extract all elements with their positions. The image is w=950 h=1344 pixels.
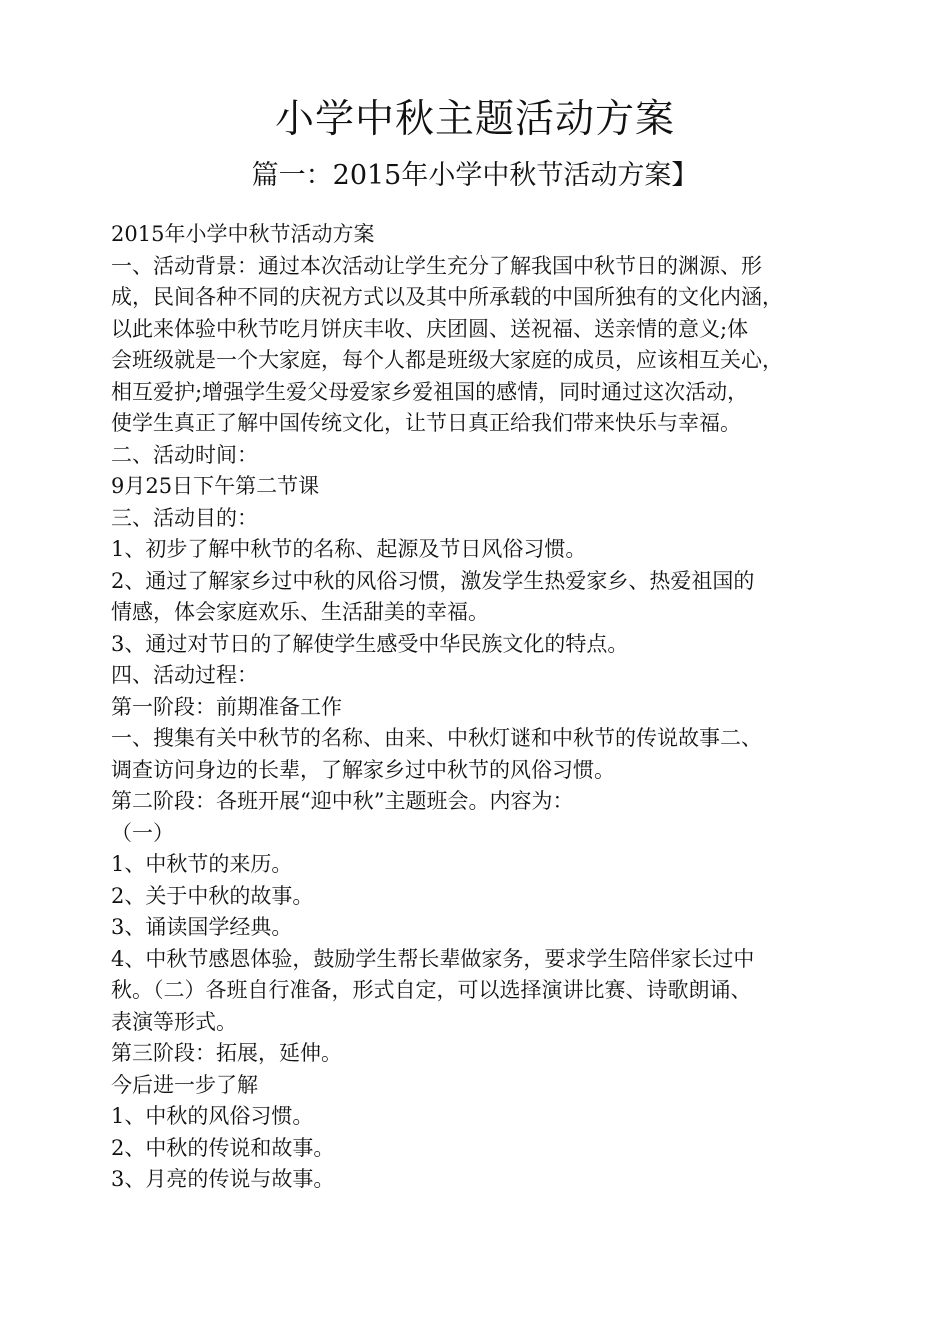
body-text-line: 1、初步了解中秋节的名称、起源及节日风俗习惯。 (111, 537, 587, 561)
body-text-line: 一、活动背景：通过本次活动让学生充分了解我国中秋节日的渊源、形 (111, 253, 762, 278)
body-text-line: 相互爱护;增强学生爱父母爱家乡爱祖国的感情，同时通过这次活动， (111, 379, 749, 404)
body-text-line: （一） (111, 820, 174, 845)
body-text-line: 9月25日下午第二节课 (111, 474, 320, 498)
body-text-line: 第一阶段：前期准备工作 (111, 694, 342, 719)
body-text-line: 3、月亮的传说与故事。 (111, 1167, 335, 1191)
body-text-line: 1、中秋的风俗习惯。 (111, 1104, 314, 1128)
body-text-line: 情感，体会家庭欢乐、生活甜美的幸福。 (111, 600, 489, 624)
body-text-line: 2、通过了解家乡过中秋的风俗习惯，激发学生热爱家乡、热爱祖国的 (111, 568, 755, 593)
body-text-line: 2、中秋的传说和故事。 (111, 1135, 335, 1160)
body-text-line: 2015年小学中秋节活动方案 (111, 222, 375, 246)
body-text-line: 以此来体验中秋节吃月饼庆丰收、庆团圆、送祝福、送亲情的意义;体 (111, 316, 749, 341)
body-text-line: 3、通过对节日的了解使学生感受中华民族文化的特点。 (111, 631, 629, 656)
body-text-line: 一、搜集有关中秋节的名称、由来、中秋灯谜和中秋节的传说故事二、 (111, 726, 762, 750)
body-text-line: 1、中秋节的来历。 (111, 852, 293, 876)
document-subtitle: 篇一：2015年小学中秋节活动方案】 (251, 160, 699, 191)
body-text-line: 第三阶段：拓展，延伸。 (111, 1041, 342, 1065)
document-body (111, 219, 871, 1196)
document-title: 小学中秋主题活动方案 (274, 97, 675, 142)
body-text-line: 三、活动目的： (111, 505, 258, 530)
body-text-line: 3、诵读国学经典。 (111, 915, 293, 939)
body-text-line: 使学生真正了解中国传统文化，让节日真正给我们带来快乐与幸福。 (111, 411, 741, 435)
body-text-line: 今后进一步了解 (111, 1072, 258, 1097)
body-text-line: 2、关于中秋的故事。 (111, 883, 314, 908)
body-text-line: 二、活动时间： (111, 442, 258, 467)
body-text-line: 表演等形式。 (111, 1009, 237, 1034)
body-text-line: 秋。（二）各班自行准备，形式自定，可以选择演讲比赛、诗歌朗诵、 (111, 978, 752, 1002)
body-text-line: 会班级就是一个大家庭，每个人都是班级大家庭的成员，应该相互关心， (111, 348, 783, 372)
body-text-line: 四、活动过程： (111, 663, 258, 687)
body-text-line: 成，民间各种不同的庆祝方式以及其中所承载的中国所独有的文化内涵， (111, 285, 783, 309)
body-text-line: 4、中秋节感恩体验，鼓励学生帮长辈做家务，要求学生陪伴家长过中 (111, 946, 755, 971)
body-text-line: 调查访问身边的长辈，了解家乡过中秋节的风俗习惯。 (111, 757, 615, 782)
body-text-line: 第二阶段：各班开展“迎中秋”主题班会。内容为： (111, 789, 574, 813)
